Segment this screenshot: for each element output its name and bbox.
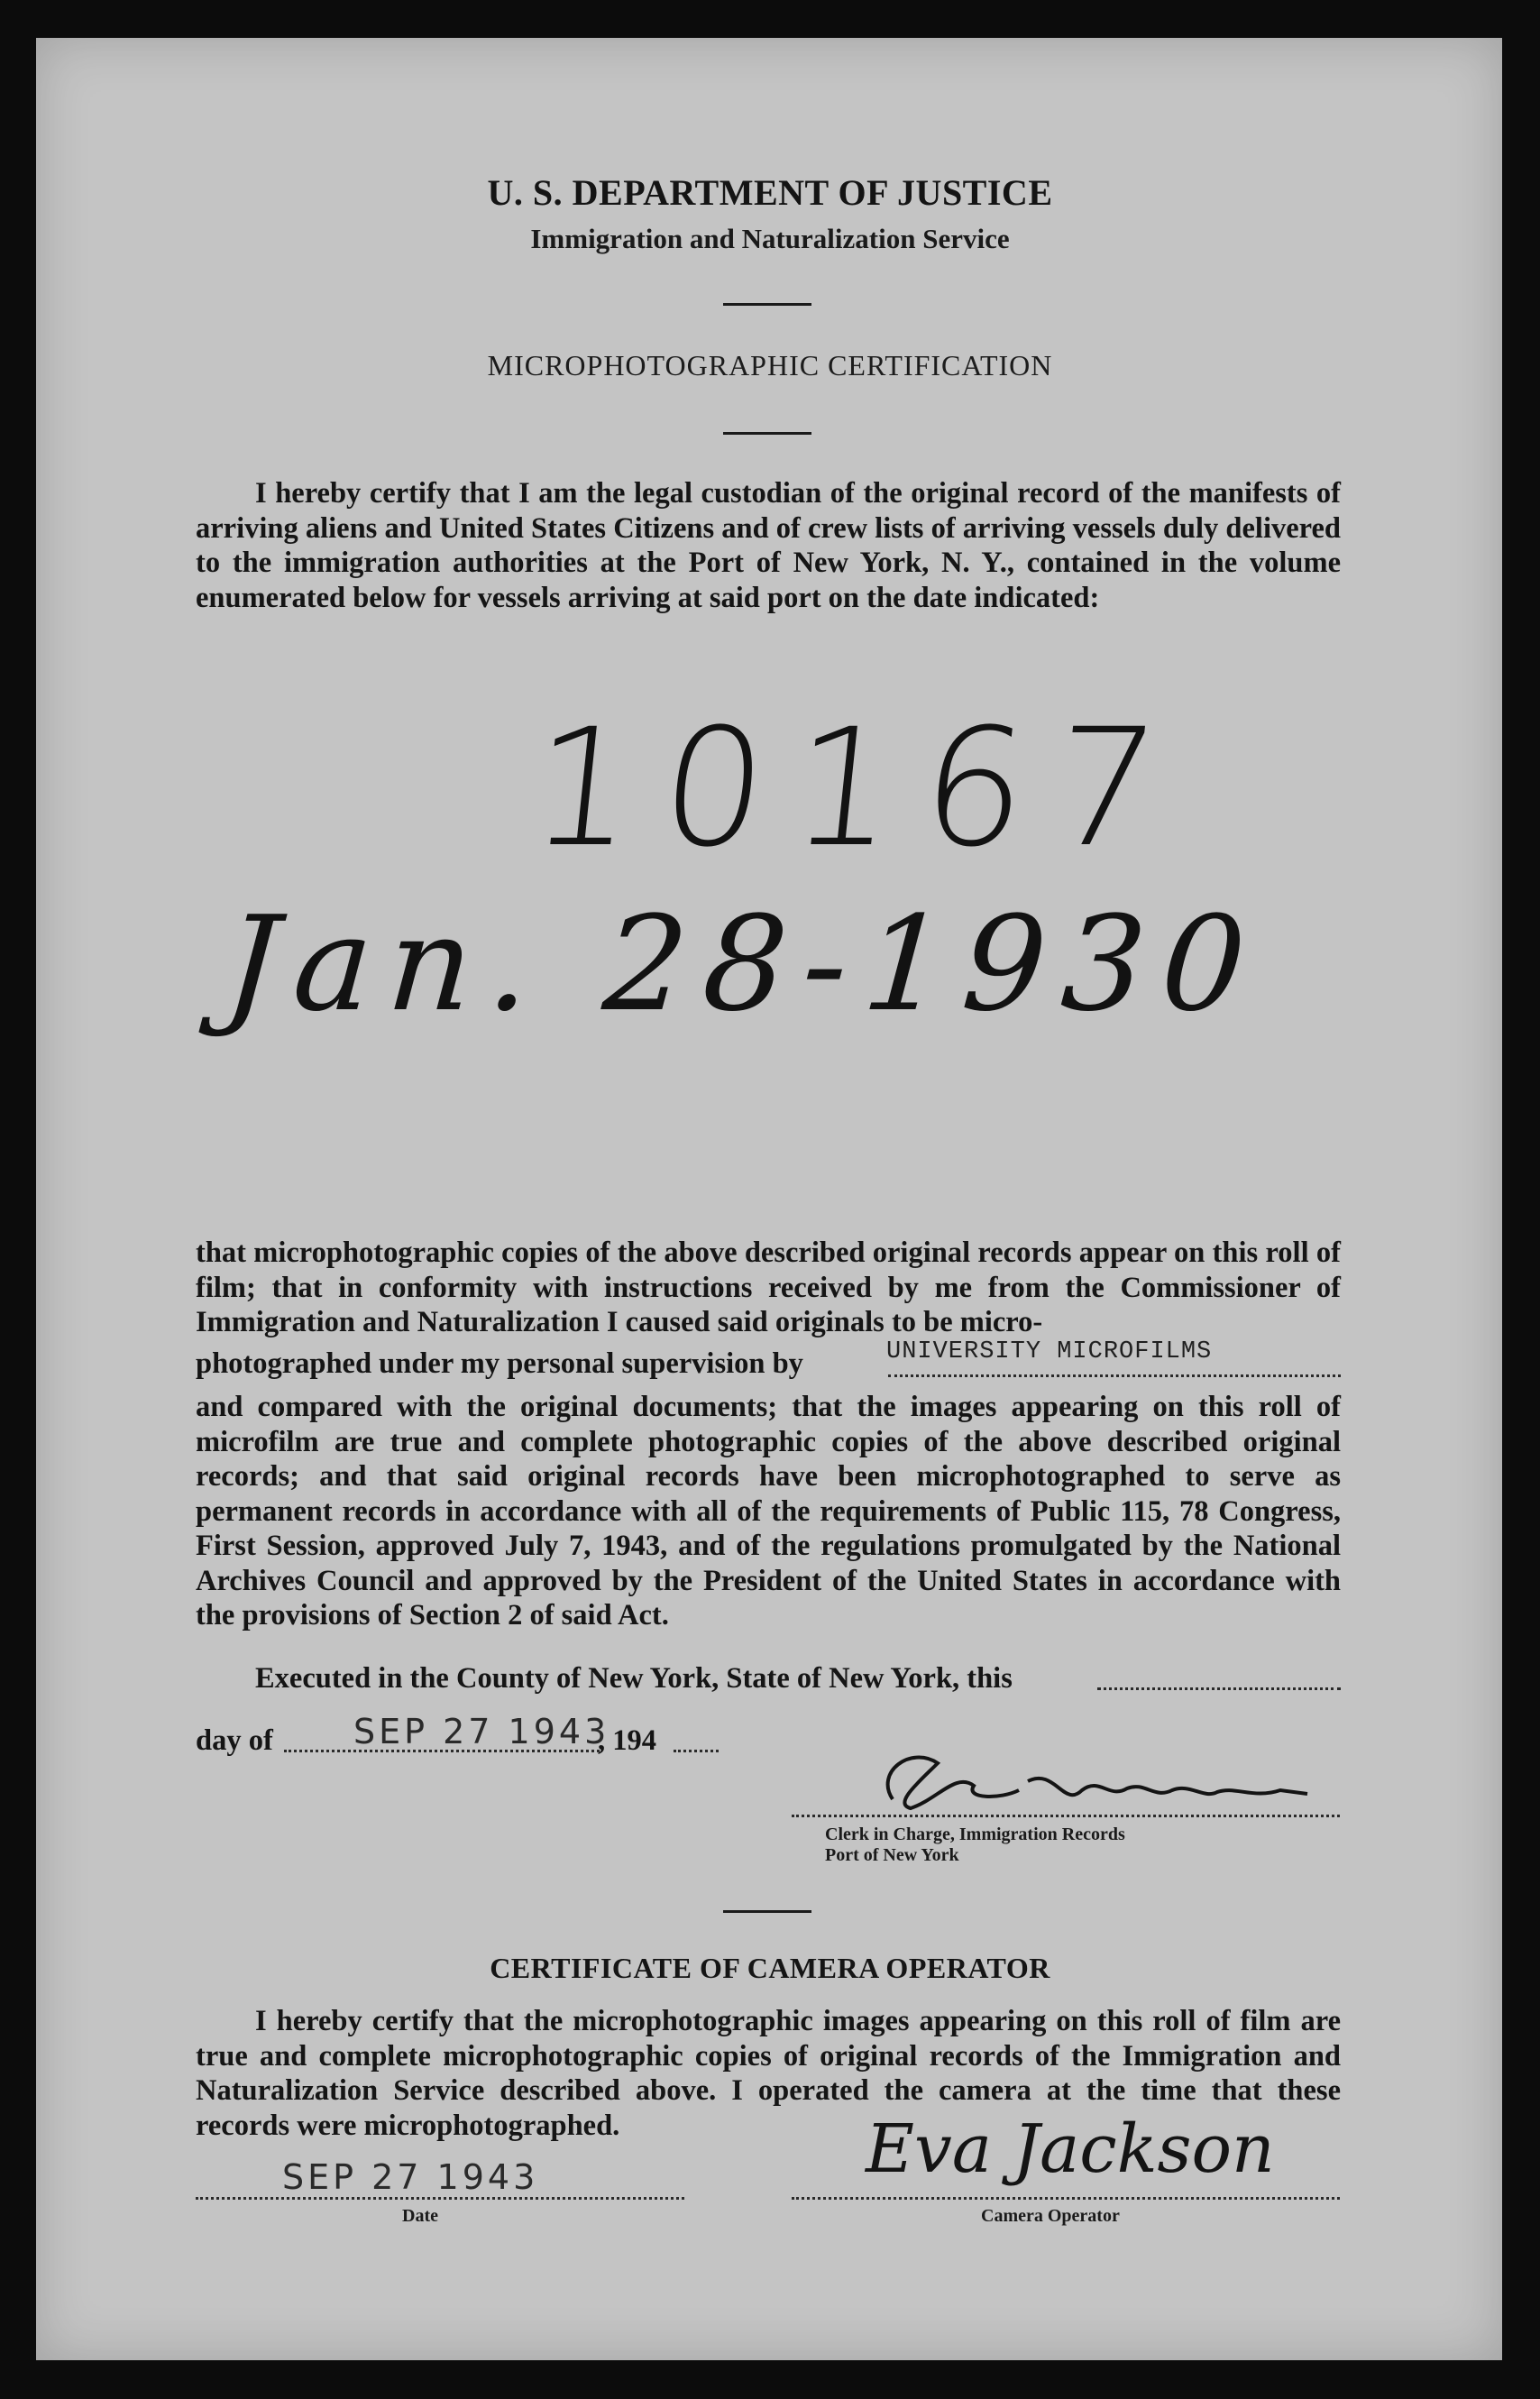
supervision-line xyxy=(196,1338,1341,1380)
copies-text-part1: that microphotographic copies of the above described original records appear on this roll of film; that in conformity with instructions received by me from the Commissioner of Immigration and Naturalization I caused said originals to be micro- xyxy=(196,1236,1341,1338)
clerk-signature-stroke xyxy=(888,1758,1307,1808)
day-of-label: day of xyxy=(196,1724,273,1757)
supervisor-typed-name: UNIVERSITY MICROFILMS xyxy=(886,1338,1213,1365)
year-prefix: , 194 xyxy=(598,1724,656,1757)
clerk-divider xyxy=(723,1910,811,1913)
copies-paragraph-body xyxy=(196,1390,1341,1633)
camera-date-label: Date xyxy=(402,2206,438,2226)
camera-certificate-title: CERTIFICATE OF CAMERA OPERATOR xyxy=(490,1952,1050,1984)
service-subheading: Immigration and Naturalization Service xyxy=(530,223,1010,254)
supervision-prefix: photographed under my personal supervision by xyxy=(196,1347,803,1380)
clerk-location: Port of New York xyxy=(825,1845,959,1865)
handwritten-volume-number: 10167 xyxy=(522,694,1194,883)
camera-operator-signature: Eva Jackson xyxy=(866,2110,1275,2188)
year-dotted-line xyxy=(674,1726,719,1752)
camera-operator-label: Camera Operator xyxy=(981,2206,1120,2226)
clerk-signature xyxy=(857,1736,1325,1822)
title-divider xyxy=(723,432,811,435)
custodian-text: I hereby certify that I am the legal custodian of the original record of the manifests of arriving aliens and United States Citizens and of crew lists of arriving vessels duly delivered to the immigration authorities at the Port of New York, N. Y., contained in the volume enumerated below for vessels arriving at said port on the date indicated: xyxy=(196,477,1341,614)
header-divider xyxy=(723,303,811,306)
copies-paragraph-intro xyxy=(196,1236,1341,1340)
clerk-title: Clerk in Charge, Immigration Records xyxy=(825,1825,1125,1844)
department-heading: U. S. DEPARTMENT OF JUSTICE xyxy=(487,172,1053,213)
executed-text: Executed in the County of New York, State of New York, this xyxy=(255,1662,1013,1695)
custodian-paragraph xyxy=(196,476,1341,615)
copies-text-part2: and compared with the original documents; that the images appearing on this roll of microfilm are true and complete photographic copies of the above described original records; and that said original records have been microphotographed to serve as permanent records in accordance with all of the requirements of Public 115, 78 Congress, First Session, approved July 7, 1943, and of the regulations promulgated by the National Archives Council and approved by the President of the United States in accordance with the provisions of Section 2 of said Act. xyxy=(196,1391,1341,1632)
executed-dotted-line xyxy=(1097,1664,1341,1690)
handwritten-arrival-date: Jan. 28-1930 xyxy=(220,888,1267,1041)
executed-line xyxy=(196,1662,1341,1698)
camera-text: I hereby certify that the microphotographic images appearing on this roll of film are true and complete microphotographic copies of original records of the Immigration and Naturalization Service described above. I operated the camera at the time that these records were microphotographed. xyxy=(196,2005,1341,2142)
day-of-date-stamp: SEP 27 1943 xyxy=(353,1712,610,1751)
camera-date-stamp: SEP 27 1943 xyxy=(282,2157,539,2197)
certification-title: MICROPHOTOGRAPHIC CERTIFICATION xyxy=(487,349,1053,381)
